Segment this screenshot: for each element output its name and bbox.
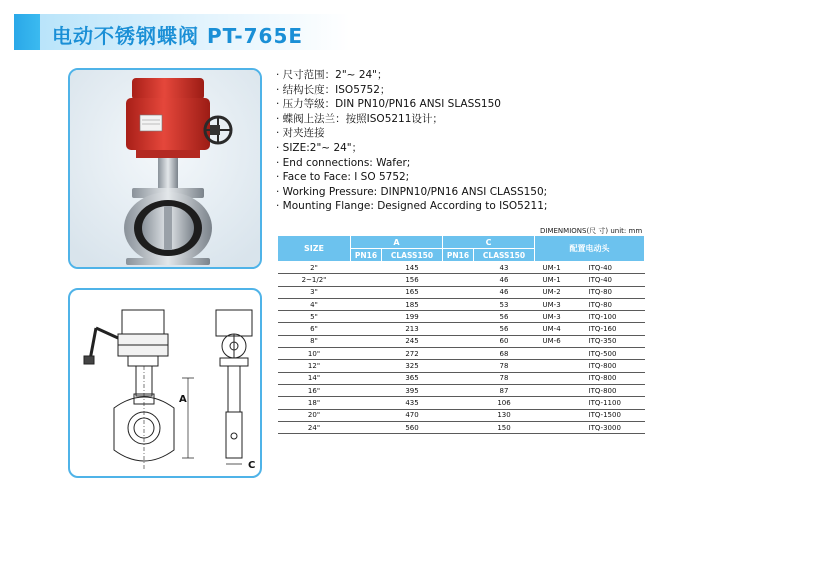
dimension-table-body: [278, 262, 645, 434]
table-row: [278, 286, 645, 298]
header-size: SIZE: [278, 236, 351, 262]
cell-c-class150: 130: [474, 409, 535, 421]
actuator-torque: ITQ-3000: [588, 423, 621, 432]
valve-photo: [70, 70, 260, 267]
spec-line: · SIZE:2"~ 24"；: [276, 141, 363, 154]
header-c-pn16: PN16: [443, 249, 474, 262]
cell-c-pn16: [443, 323, 474, 335]
cell-c-pn16: [443, 421, 474, 433]
cell-a-class150: 560: [382, 421, 443, 433]
actuator-torque: ITQ-1100: [588, 398, 621, 407]
cell-a-pn16: [351, 348, 382, 360]
cell-c-class150: 56: [474, 323, 535, 335]
cell-c-class150: 87: [474, 384, 535, 396]
spec-line: · 蝶阀上法兰：按照ISO5211设计；: [276, 112, 443, 125]
cell-c-pn16: [443, 262, 474, 274]
cell-c-class150: 43: [474, 262, 535, 274]
drawing-side-actuator-icon: [216, 310, 252, 366]
table-row: [278, 409, 645, 421]
cell-actuator: [535, 286, 645, 298]
table-row: [278, 298, 645, 310]
cell-a-class150: 213: [382, 323, 443, 335]
cell-a-class150: 272: [382, 348, 443, 360]
header-actuator: 配置电动头: [535, 236, 645, 262]
actuator-torque: ITQ-800: [588, 374, 617, 383]
table-row: [278, 397, 645, 409]
header-a-pn16: PN16: [351, 249, 382, 262]
spec-line: · 对夹连接: [276, 127, 325, 140]
actuator-model: UM-3: [542, 312, 561, 321]
cell-c-class150: 68: [474, 348, 535, 360]
title-bar: [14, 14, 344, 50]
product-photo-frame: [68, 68, 262, 269]
cell-c-class150: 106: [474, 397, 535, 409]
actuator-model: UM-6: [542, 337, 561, 346]
actuator-model: UM-1: [542, 275, 561, 284]
cell-actuator: [535, 335, 645, 347]
cell-a-class150: 365: [382, 372, 443, 384]
cell-actuator: [535, 409, 645, 421]
table-row: [278, 335, 645, 347]
cell-a-pn16: [351, 274, 382, 286]
cell-a-pn16: [351, 421, 382, 433]
actuator-torque: ITQ-160: [588, 325, 617, 334]
header-c-class150: CLASS150: [474, 249, 535, 262]
cell-size: 20": [278, 409, 351, 421]
spec-line: · 压力等级：DIN PN10/PN16 ANSI SLASS150: [276, 98, 501, 111]
cell-a-pn16: [351, 360, 382, 372]
actuator-torque: ITQ-80: [588, 300, 612, 309]
cell-a-pn16: [351, 397, 382, 409]
header-a-class150: CLASS150: [382, 249, 443, 262]
cell-c-class150: 53: [474, 298, 535, 310]
cell-c-pn16: [443, 298, 474, 310]
spec-line: · 尺寸范围：2"~ 24"；: [276, 69, 388, 81]
cell-c-pn16: [443, 348, 474, 360]
actuator-torque: ITQ-800: [588, 386, 617, 395]
table-row: [278, 348, 645, 360]
drawing-front-actuator-icon: [84, 310, 168, 366]
cell-size: 16": [278, 384, 351, 396]
cell-a-class150: 165: [382, 286, 443, 298]
cell-a-pn16: [351, 311, 382, 323]
page-title: 电动不锈钢蝶阀 PT-765E: [52, 24, 304, 48]
cell-actuator: [535, 274, 645, 286]
table-row: [278, 372, 645, 384]
cell-a-class150: 185: [382, 298, 443, 310]
actuator-torque: ITQ-40: [588, 275, 612, 284]
cell-a-pn16: [351, 286, 382, 298]
actuator-model: UM-4: [542, 325, 561, 334]
cell-a-pn16: [351, 384, 382, 396]
cell-actuator: [535, 311, 645, 323]
actuator-torque: ITQ-1500: [588, 411, 621, 420]
cell-actuator: [535, 262, 645, 274]
cell-a-pn16: [351, 335, 382, 347]
spec-line: · Face to Face: I SO 5752;: [276, 171, 410, 184]
cell-a-class150: 470: [382, 409, 443, 421]
spec-line: · End connections: Wafer;: [276, 156, 411, 169]
cell-size: 2": [278, 262, 351, 274]
cell-size: 18": [278, 397, 351, 409]
cell-a-pn16: [351, 298, 382, 310]
cell-size: 6": [278, 323, 351, 335]
cell-size: 8": [278, 335, 351, 347]
cell-size: 2~1/2": [278, 274, 351, 286]
cell-size: 24": [278, 421, 351, 433]
actuator-torque: ITQ-80: [588, 288, 612, 297]
title-accent: [14, 14, 40, 50]
table-row: [278, 360, 645, 372]
dimension-drawing: [70, 290, 260, 476]
spec-line: · Mounting Flange: Designed According to ISO5211;: [276, 200, 548, 213]
header-a: A: [351, 236, 443, 249]
units-caption: DIMENMIONS(尺 寸) unit: mm: [540, 227, 643, 235]
cell-c-class150: 60: [474, 335, 535, 347]
cell-a-pn16: [351, 262, 382, 274]
cell-c-class150: 78: [474, 372, 535, 384]
cell-actuator: [535, 360, 645, 372]
cell-actuator: [535, 397, 645, 409]
actuator-model: UM-3: [542, 300, 561, 309]
cell-a-class150: 145: [382, 262, 443, 274]
cell-c-pn16: [443, 397, 474, 409]
actuator-model: UM-2: [542, 288, 561, 297]
cell-a-class150: 199: [382, 311, 443, 323]
actuator-torque: ITQ-350: [588, 337, 617, 346]
cell-c-class150: 46: [474, 274, 535, 286]
cell-c-pn16: [443, 311, 474, 323]
actuator-torque: ITQ-40: [588, 263, 612, 272]
dimension-a-label: A: [179, 394, 187, 405]
cell-size: 3": [278, 286, 351, 298]
table-row: [278, 274, 645, 286]
cell-c-class150: 78: [474, 360, 535, 372]
table-row: [278, 262, 645, 274]
table-row: [278, 323, 645, 335]
cell-a-pn16: [351, 323, 382, 335]
table-row: [278, 311, 645, 323]
dimension-table: [277, 235, 645, 434]
dimension-drawing-frame: [68, 288, 262, 478]
cell-c-pn16: [443, 409, 474, 421]
cell-c-pn16: [443, 274, 474, 286]
cell-c-pn16: [443, 335, 474, 347]
cell-a-class150: 156: [382, 274, 443, 286]
cell-size: 14": [278, 372, 351, 384]
actuator-torque: ITQ-100: [588, 312, 617, 321]
cell-a-pn16: [351, 409, 382, 421]
cell-size: 5": [278, 311, 351, 323]
actuator-torque: ITQ-800: [588, 362, 617, 371]
actuator-model: UM-1: [542, 263, 561, 272]
cell-actuator: [535, 298, 645, 310]
spec-list: [276, 68, 576, 214]
spec-line: · 结构长度：ISO5752；: [276, 83, 391, 96]
cell-c-pn16: [443, 384, 474, 396]
cell-c-class150: 46: [474, 286, 535, 298]
cell-size: 4": [278, 298, 351, 310]
spec-line: · Working Pressure: DINPN10/PN16 ANSI CLASS150;: [276, 185, 548, 198]
cell-size: 10": [278, 348, 351, 360]
cell-a-class150: 325: [382, 360, 443, 372]
cell-c-pn16: [443, 286, 474, 298]
cell-actuator: [535, 323, 645, 335]
cell-actuator: [535, 421, 645, 433]
table-row: [278, 384, 645, 396]
header-c: C: [443, 236, 535, 249]
cell-actuator: [535, 384, 645, 396]
cell-c-class150: 150: [474, 421, 535, 433]
cell-actuator: [535, 372, 645, 384]
drawing-side-body-icon: [226, 366, 242, 458]
cell-actuator: [535, 348, 645, 360]
cell-size: 12": [278, 360, 351, 372]
cell-a-class150: 245: [382, 335, 443, 347]
cell-a-class150: 395: [382, 384, 443, 396]
actuator-torque: ITQ-500: [588, 349, 617, 358]
cell-c-class150: 56: [474, 311, 535, 323]
cell-c-pn16: [443, 372, 474, 384]
table-row: [278, 421, 645, 433]
dimension-c-label: C: [248, 460, 256, 471]
cell-a-class150: 435: [382, 397, 443, 409]
cell-c-pn16: [443, 360, 474, 372]
cell-a-pn16: [351, 372, 382, 384]
